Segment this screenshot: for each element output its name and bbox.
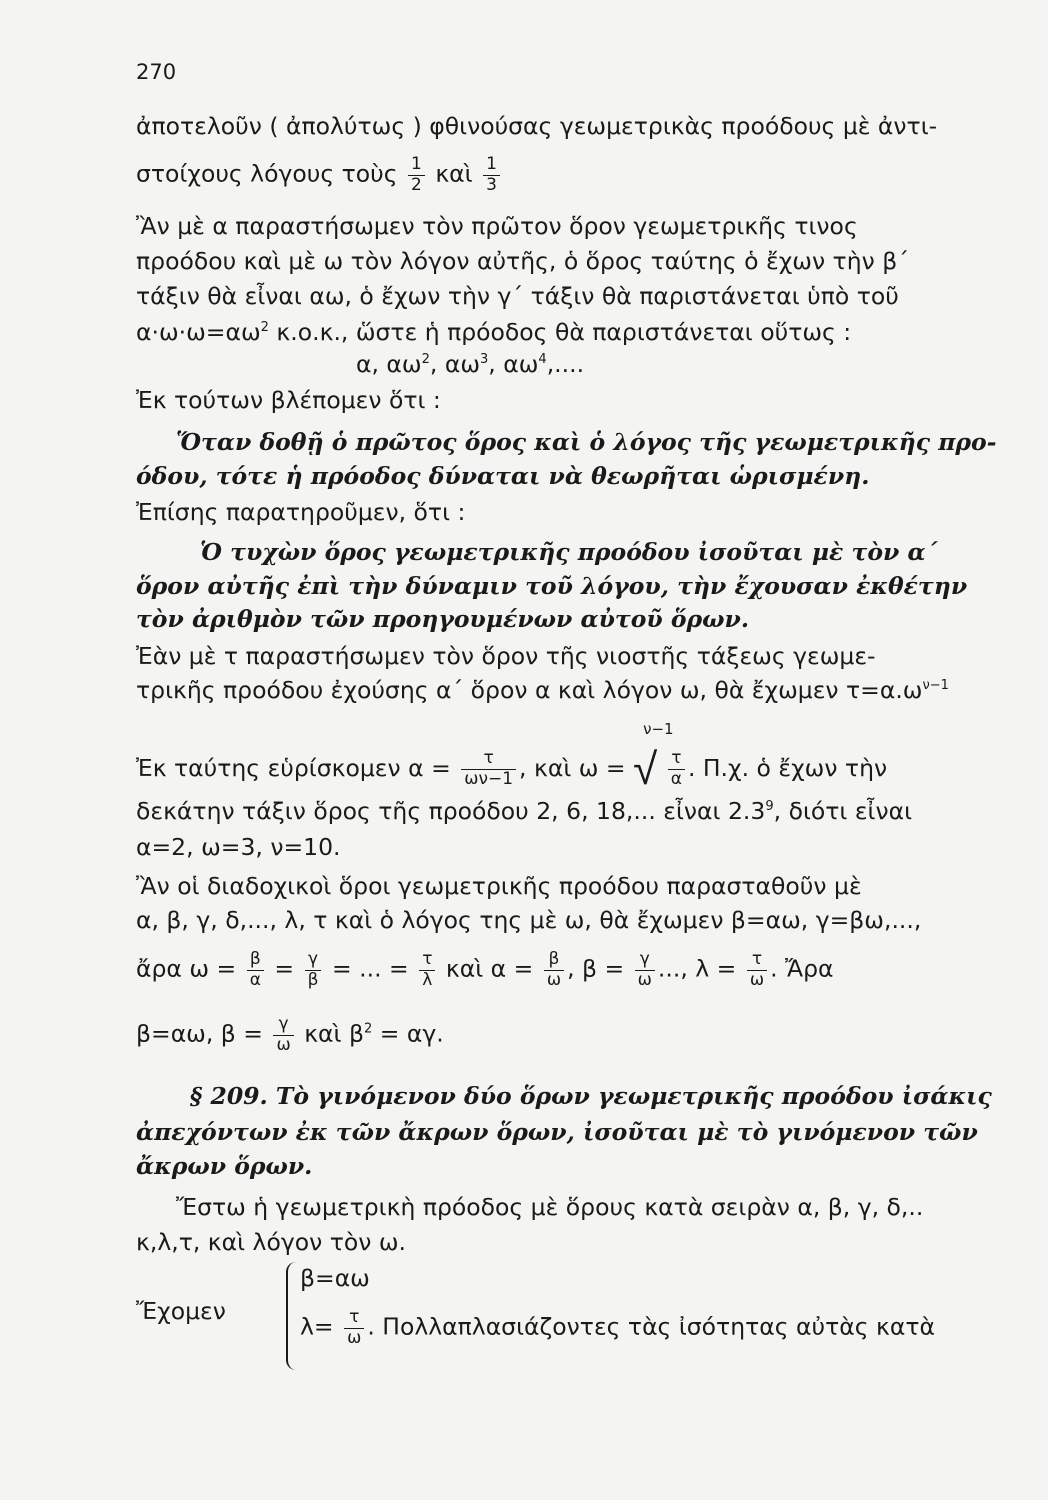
fraction: $\frac{\gamma}{\omega}$ bbox=[273, 1015, 293, 1055]
section-heading: ἀπεχόντων ἐκ τῶν ἄκρων ὅρων, ἰσοῦται μὲ τὸ γινόμενον τῶν bbox=[136, 1118, 978, 1146]
page-number: 270 bbox=[136, 60, 177, 84]
text-line: Ἐπίσης παρατηροῦμεν, ὅτι : bbox=[136, 498, 466, 526]
fraction-tau-over-omega: $\frac{\tau}{\omega\nu-1}$ bbox=[461, 749, 516, 789]
text-line: $\alpha\cdot\omega\cdot\omega=\alpha\omega^2$ κ.ο.κ., ὥστε ἡ πρόοδος θὰ παριστάνεται οὕτως : bbox=[136, 318, 852, 346]
text-line: Ἔστω ἡ γεωμετρικὴ πρόοδος μὲ ὅρους κατὰ σειρὰν α, β, γ, δ,.. bbox=[176, 1193, 924, 1221]
theorem-line: Ὁ τυχὼν ὅρος γεωμετρικῆς προόδου ἰσοῦται μὲ τὸν α΄ bbox=[200, 538, 938, 566]
theorem-line: τὸν ἀριθμὸν τῶν προηγουμένων αὐτοῦ ὅρων. bbox=[136, 605, 750, 633]
fraction: $\frac{\beta}{\alpha}$ bbox=[247, 950, 264, 990]
fraction-tau-over-alpha: $\frac{\tau}{\alpha}$ bbox=[668, 749, 685, 789]
fraction-one-third: $\frac{1}{3}$ bbox=[483, 155, 500, 195]
text-line: Ἐκ τούτων βλέπομεν ὅτι : bbox=[136, 386, 441, 414]
fraction: $\frac{\gamma}{\beta}$ bbox=[305, 950, 322, 990]
section-heading: ἄκρων ὅρων. bbox=[136, 1152, 313, 1180]
fraction: $\frac{\gamma}{\omega}$ bbox=[635, 950, 655, 990]
formula-line: λ= $\frac{\tau}{\omega}$ . Πολλαπλασιάζοντες τὰς ἰσότητας αὐτὰς κατὰ bbox=[300, 1307, 935, 1348]
text-line: Ἂν οἱ διαδοχικοὶ ὅροι γεωμετρικῆς προόδου παρασταθοῦν μὲ bbox=[136, 872, 862, 900]
fraction: $\frac{\tau}{\omega}$ bbox=[747, 950, 767, 990]
text-line: Ἐὰν μὲ τ παραστήσωμεν τὸν ὅρον τῆς νιοστῆς τάξεως γεωμε- bbox=[136, 642, 876, 670]
text-line: δεκάτην τάξιν ὅρος τῆς προόδου 2, 6, 18,... εἶναι $2.3^9$, διότι εἶναι bbox=[136, 797, 913, 825]
formula-line: β=αω, β = $\frac{\gamma}{\omega}$ καὶ $\beta^2 = \alpha\gamma$. bbox=[136, 1014, 444, 1055]
fraction: $\frac{\tau}{\omega}$ bbox=[344, 1308, 364, 1348]
fraction: $\frac{\beta}{\omega}$ bbox=[544, 950, 564, 990]
formula-line: α, $\alpha\omega^2$, $\alpha\omega^3$, $\alpha\omega^4$,.... bbox=[356, 350, 585, 378]
text-line: κ,λ,τ, καὶ λόγον τὸν ω. bbox=[136, 1228, 406, 1256]
theorem-line: Ὅταν δοθῇ ὁ πρῶτος ὅρος καὶ ὁ λόγος τῆς γεωμετρικῆς προ- bbox=[176, 428, 997, 456]
text-line: ἀποτελοῦν ( ἀπολύτως ) φθινούσας γεωμετρικὰς προόδους μὲ ἀντι- bbox=[136, 112, 938, 140]
text-line: α, β, γ, δ,..., λ, τ καὶ ὁ λόγος της μὲ ω, θὰ ἔχωμεν β=αω, γ=βω,..., bbox=[136, 906, 922, 934]
formula-line: Ἐκ ταύτης εὑρίσκομεν α = $\frac{\tau}{\omega\nu-1}$ , καὶ ω = ν−1 √ $\frac{\tau}{\alpha}$ . Π.χ. ὁ ἔχων τὴν bbox=[136, 720, 888, 795]
text-line: προόδου καὶ μὲ ω τὸν λόγον αὐτῆς, ὁ ὅρος ταύτης ὁ ἔχων τὴν β΄ bbox=[136, 247, 909, 275]
text-line: στοίχους λόγους τοὺς $\frac{1}{2}$ καὶ $\frac{1}{3}$ bbox=[136, 155, 503, 195]
formula-line: β=αω bbox=[300, 1264, 370, 1292]
fraction-one-half: $\frac{1}{2}$ bbox=[408, 155, 425, 195]
fraction: $\frac{\tau}{\lambda}$ bbox=[419, 950, 435, 990]
theorem-line: ὅρον αὐτῆς ἐπὶ τὴν δύναμιν τοῦ λόγου, τὴν ἔχουσαν ἐκθέτην bbox=[136, 572, 968, 600]
text-line: Ἂν μὲ α παραστήσωμεν τὸν πρῶτον ὅρον γεωμετρικῆς τινος bbox=[136, 212, 858, 240]
text-line: τάξιν θὰ εἶναι αω, ὁ ἔχων τὴν γ΄ τάξιν θὰ παριστάνεται ὑπὸ τοῦ bbox=[136, 282, 899, 310]
radical-icon: ν−1 √ bbox=[633, 720, 674, 795]
text-line: τρικῆς προόδου ἐχούσης α΄ ὅρον α καὶ λόγον ω, θὰ ἔχωμεν $\tau=\alpha.\omega^{\nu-1}$ bbox=[136, 676, 949, 704]
section-heading: § 209. Τὸ γινόμενον δύο ὅρων γεωμετρικῆς προόδου ἰσάκις bbox=[190, 1082, 992, 1110]
theorem-line: όδου, τότε ἡ πρόοδος δύναται νὰ θεωρῆται ὡρισμένη. bbox=[136, 462, 870, 490]
text-line: Ἔχομεν bbox=[136, 1297, 226, 1325]
formula-line: ἄρα ω = $\frac{\beta}{\alpha}$ = $\frac{\gamma}{\beta}$ = ... = $\frac{\tau}{\lambda}$ καὶ α = $\frac{\beta}{\omega}$ , β = $\frac{\gamma}{\omega}$ ..., λ = $\frac{\tau}{\omega}$ . Ἄρα bbox=[136, 949, 834, 990]
text-line: α=2, ω=3, ν=10. bbox=[136, 833, 341, 861]
